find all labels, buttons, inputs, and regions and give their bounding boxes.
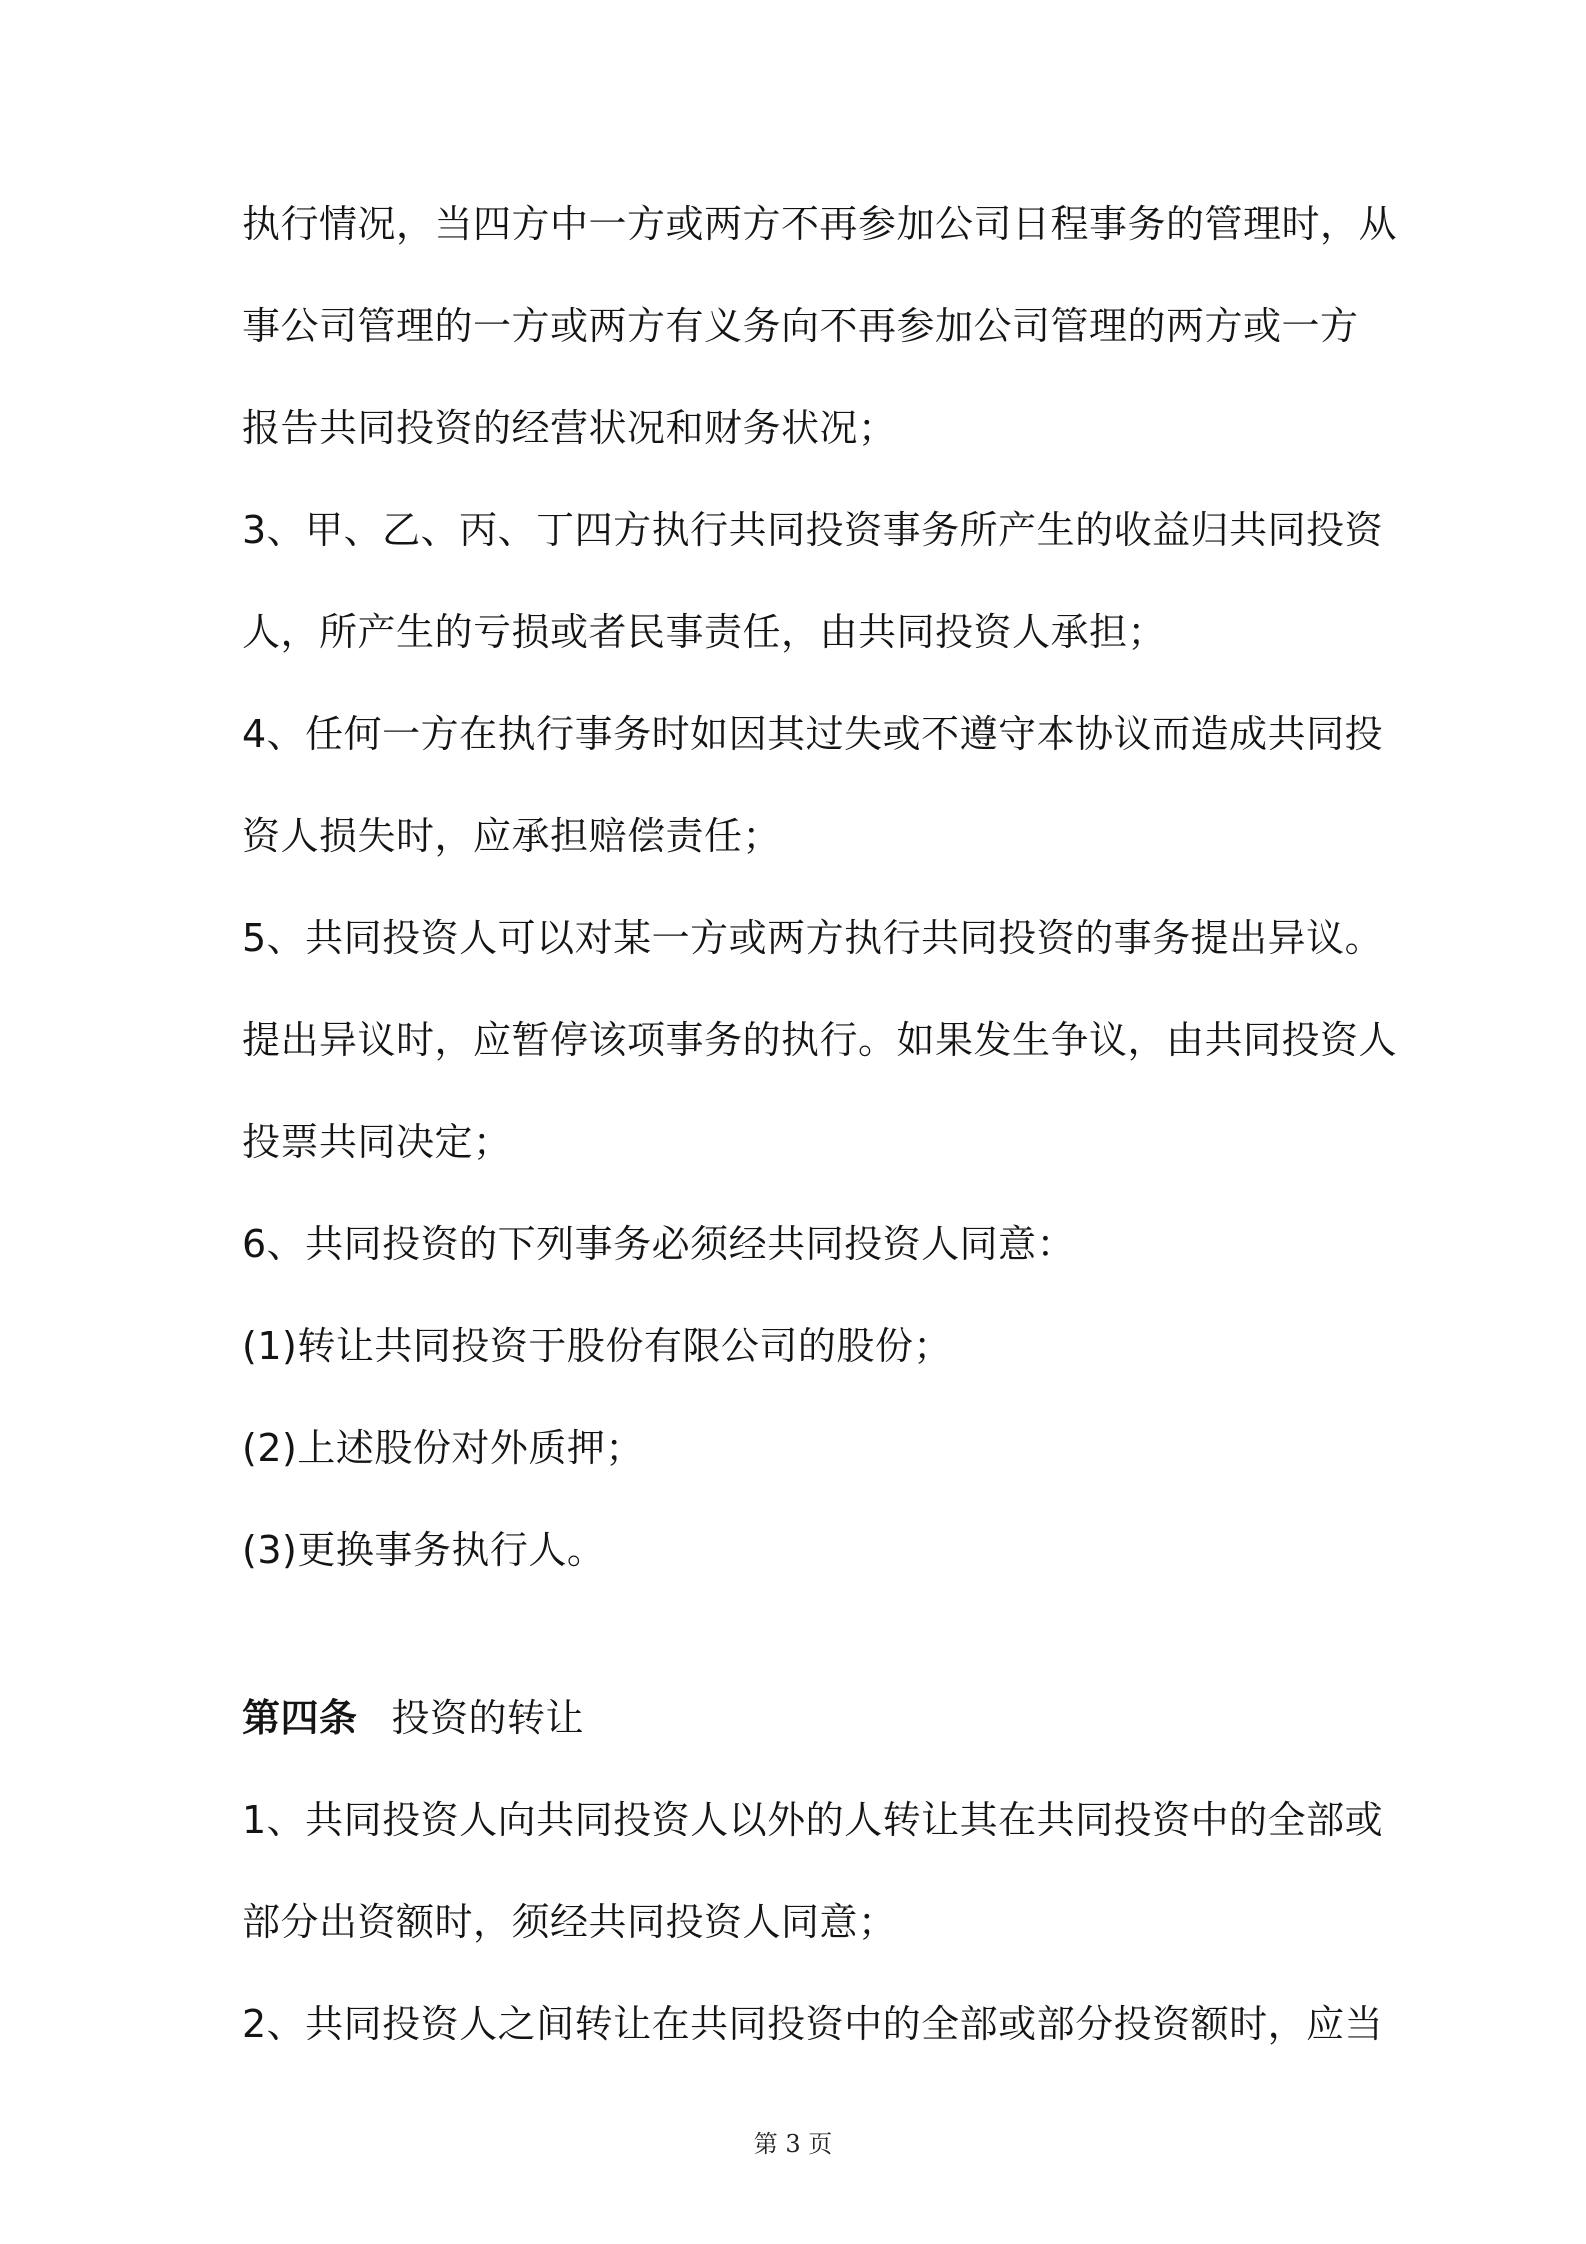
paragraph-line: 投票共同决定；	[242, 1120, 512, 1164]
paragraph-line: 1、共同投资人向共同投资人以外的人转让其在共同投资中的全部或	[242, 1798, 1384, 1842]
paragraph-line: 6、共同投资的下列事务必须经共同投资人同意：	[242, 1222, 1076, 1266]
list-item: (1)转让共同投资于股份有限公司的股份；	[242, 1324, 952, 1368]
paragraph-line: 报告共同投资的经营状况和财务状况；	[242, 406, 897, 450]
paragraph-line: 3、甲、乙、丙、丁四方执行共同投资事务所产生的收益归共同投资	[242, 508, 1384, 552]
list-item: (3)更换事务执行人。	[242, 1528, 606, 1572]
page-number: 第 3 页	[753, 2130, 833, 2158]
paragraph-line: 2、共同投资人之间转让在共同投资中的全部或部分投资额时，应当	[242, 2002, 1384, 2046]
paragraph-line: 事公司管理的一方或两方有义务向不再参加公司管理的两方或一方	[242, 304, 1359, 348]
section-heading	[242, 1692, 584, 1744]
paragraph-line: 部分出资额时，须经共同投资人同意；	[242, 1900, 897, 1944]
paragraph-line: 人，所产生的亏损或者民事责任，由共同投资人承担；	[242, 610, 1167, 654]
paragraph-line: 执行情况，当四方中一方或两方不再参加公司日程事务的管理时，从	[242, 202, 1398, 246]
paragraph-line: 5、共同投资人可以对某一方或两方执行共同投资的事务提出异议。	[242, 916, 1384, 960]
paragraph-line: 资人损失时，应承担赔偿责任；	[242, 814, 782, 858]
paragraph-line: 提出异议时，应暂停该项事务的执行。如果发生争议，由共同投资人	[242, 1018, 1398, 1062]
section-number: 第四条	[242, 1696, 358, 1740]
paragraph-line: 4、任何一方在执行事务时如因其过失或不遵守本协议而造成共同投	[242, 712, 1384, 756]
section-title: 投资的转让	[391, 1696, 585, 1740]
list-item: (2)上述股份对外质押；	[242, 1426, 644, 1470]
